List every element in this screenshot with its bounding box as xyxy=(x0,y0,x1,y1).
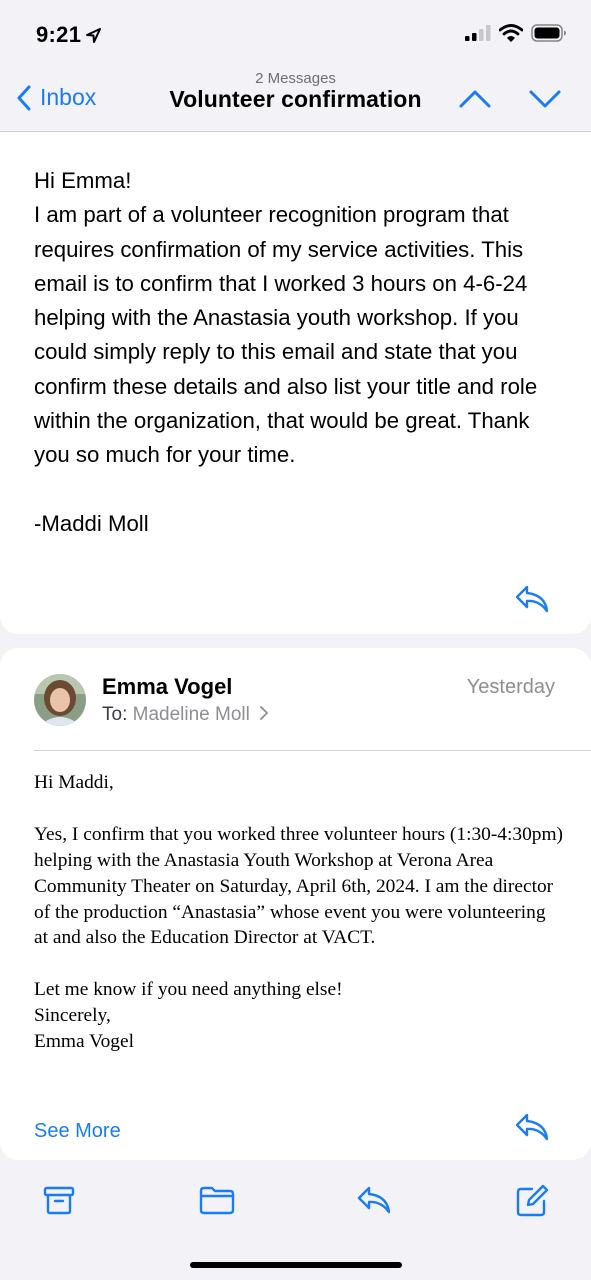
message-greeting: Hi Emma! xyxy=(34,168,132,193)
status-time-text: 9:21 xyxy=(36,22,82,47)
reply-closing-line-2: Sincerely, xyxy=(34,1005,111,1027)
battery-icon xyxy=(531,24,567,42)
compose-icon xyxy=(514,1183,550,1219)
message-card-1 xyxy=(0,132,591,634)
move-to-folder-button[interactable] xyxy=(198,1183,236,1222)
message-count: 2 Messages xyxy=(255,70,336,87)
message-date: Yesterday xyxy=(466,676,555,698)
thread-title: Volunteer confirmation xyxy=(169,86,422,112)
status-bar xyxy=(0,0,591,64)
reply-closing xyxy=(34,977,564,1055)
wifi-icon xyxy=(499,24,523,42)
reply-icon[interactable] xyxy=(514,1112,550,1142)
reply-icon xyxy=(356,1183,392,1217)
chevron-right-icon xyxy=(259,706,269,720)
reply-closing-line-3: Emma Vogel xyxy=(34,1031,135,1053)
home-indicator[interactable] xyxy=(190,1262,402,1268)
archive-button[interactable] xyxy=(42,1183,76,1222)
cellular-signal-icon xyxy=(465,25,491,41)
sender-avatar[interactable] xyxy=(34,674,86,726)
message-paragraph: I am part of a volunteer recognition program that requires confirmation of my service activities. This email is to confirm that I worked 3 hours on 4-6-24 helping with the Anastasia youth workshop. If you could simply reply to this email and state that you confirm these details and also list your title and role within the organization, that would be great. Thank you so much for your time. xyxy=(34,202,538,468)
recipient-line[interactable] xyxy=(102,704,269,726)
status-icons xyxy=(465,24,567,42)
sender-name: Emma Vogel xyxy=(102,674,233,699)
chevron-down-icon xyxy=(529,90,561,108)
recipient-name: Madeline Moll xyxy=(132,704,250,725)
reply-greeting: Hi Maddi, xyxy=(34,772,114,793)
see-more-link[interactable]: See More xyxy=(34,1120,121,1142)
message-signature: -Maddi Moll xyxy=(34,510,149,536)
status-time xyxy=(36,22,102,48)
chevron-up-icon xyxy=(459,90,491,108)
message-navigation xyxy=(459,90,561,113)
avatar-photo xyxy=(34,674,86,726)
back-button-label: Inbox xyxy=(40,84,97,110)
compose-button[interactable] xyxy=(514,1183,550,1224)
to-label: To: xyxy=(102,704,128,725)
message-body-2 xyxy=(34,770,564,1055)
previous-message-button[interactable] xyxy=(459,90,491,113)
archive-icon xyxy=(42,1183,76,1217)
message-card-2 xyxy=(0,648,591,1160)
message-body-1 xyxy=(34,164,564,541)
reply-paragraph: Yes, I confirm that you worked three volunteer hours (1:30-4:30pm) helping with the Anastasia Youth Workshop at Verona Area Community Theater on Saturday, April 6th, 2024. I am the director of the production “Anastasia” whose event you were volunteering at and also the Education Director at VACT. xyxy=(34,823,564,949)
navigation-bar xyxy=(0,64,591,132)
reply-icon[interactable] xyxy=(514,584,550,614)
next-message-button[interactable] xyxy=(529,90,561,113)
header-divider xyxy=(34,750,591,751)
reply-toolbar-button[interactable] xyxy=(356,1183,392,1222)
location-arrow-icon xyxy=(85,27,102,44)
reply-closing-line-1: Let me know if you need anything else! xyxy=(34,979,343,1001)
folder-icon xyxy=(198,1183,236,1217)
